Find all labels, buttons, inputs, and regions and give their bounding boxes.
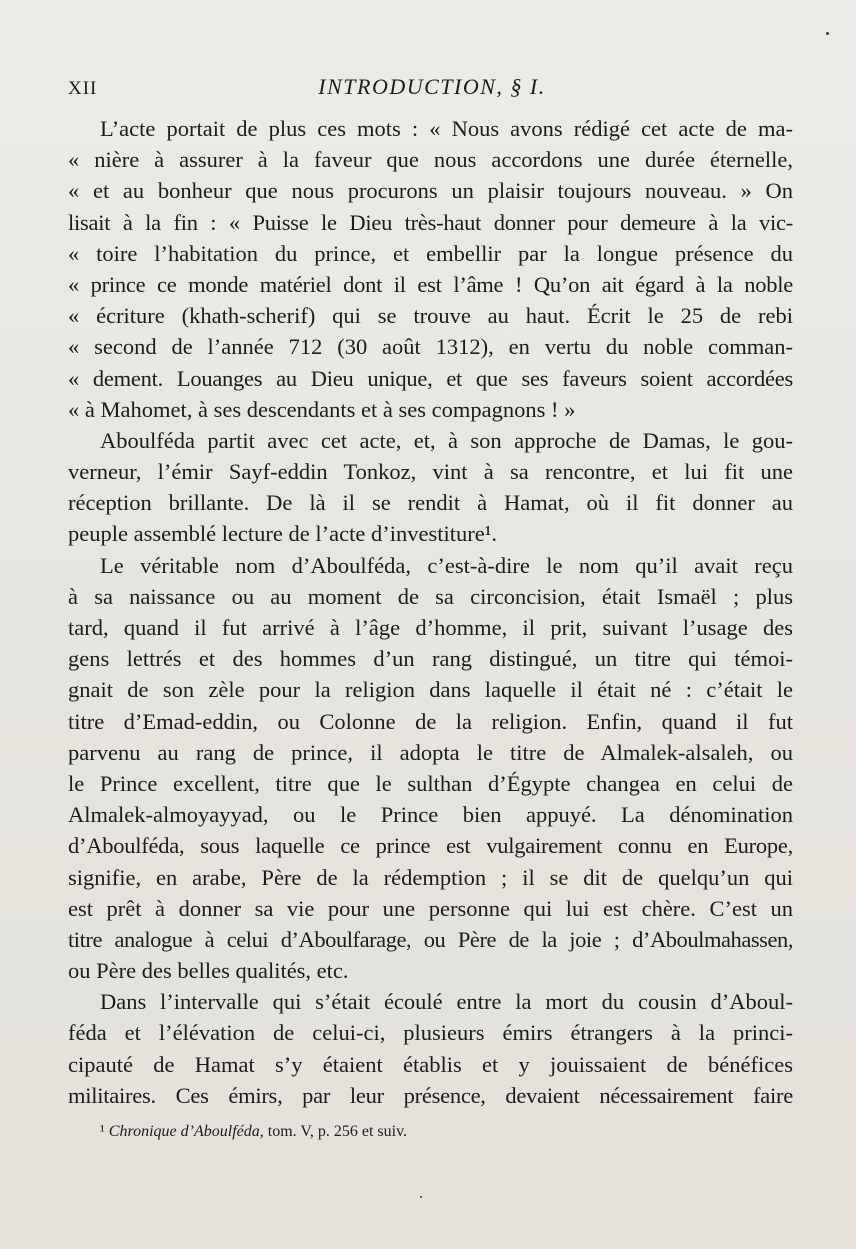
- text-line: « toire l’habitation du prince, et embellir par la longue présence du: [68, 240, 793, 266]
- text-line: titre analogue à celui d’Aboulfarage, ou Père de la joie ; d’Aboulmahassen,: [68, 926, 793, 952]
- paper-speck: [826, 32, 829, 35]
- text-line: Dans l’intervalle qui s’était écoulé entre la mort du cousin d’Aboul-: [100, 989, 793, 1015]
- text-line: peuple assemblé lecture de l’acte d’investiture¹.: [68, 521, 498, 547]
- text-line: réception brillante. De là il se rendit à Hamat, où il fit donner au: [68, 490, 793, 516]
- text-line: féda et l’élévation de celui-ci, plusieurs émirs étrangers à la princi-: [68, 1020, 793, 1046]
- text-line: « second de l’année 712 (30 août 1312), en vertu du noble comman-: [68, 334, 793, 360]
- text-line: Le véritable nom d’Aboulféda, c’est-à-dire le nom qu’il avait reçu: [100, 552, 793, 578]
- text-line: d’Aboulféda, sous laquelle ce prince est vulgairement connu en Europe,: [68, 833, 793, 859]
- text-line: « nière à assurer à la faveur que nous accordons une durée éternelle,: [68, 147, 793, 173]
- text-line: le Prince excellent, titre que le sulthan d’Égypte changea en celui de: [68, 770, 793, 796]
- text-line: « écriture (khath-scherif) qui se trouve au haut. Écrit le 25 de rebi: [68, 303, 793, 329]
- footnote-mark: ¹: [100, 1123, 105, 1140]
- text-line: Aboulféda partit avec cet acte, et, à son approche de Damas, le gou-: [100, 427, 793, 453]
- footnote-reference: , tom. V, p. 256 et suiv.: [259, 1123, 408, 1140]
- text-line: « dement. Louanges au Dieu unique, et que ses faveurs soient accordées: [68, 365, 793, 391]
- page-header: [68, 74, 796, 104]
- text-line: ou Père des belles qualités, etc.: [68, 958, 349, 984]
- text-line: signifie, en arabe, Père de la rédemption ; il se dit de quelqu’un qui: [68, 864, 793, 890]
- text-line: gens lettrés et des hommes d’un rang distingué, un titre qui témoi-: [68, 646, 793, 672]
- text-line: tard, quand il fut arrivé à l’âge d’homme, il prit, suivant l’usage des: [68, 615, 793, 640]
- text-line: titre d’Emad-eddin, ou Colonne de la religion. Enfin, quand il fut: [68, 708, 793, 734]
- text-line: « à Mahomet, à ses descendants et à ses compagnons ! »: [68, 396, 576, 422]
- text-line: Almalek-almoyayyad, ou le Prince bien appuyé. La dénomination: [68, 802, 793, 828]
- text-line: « et au bonheur que nous procurons un plaisir toujours nouveau. » On: [68, 178, 793, 204]
- paper-speck: [420, 1196, 422, 1198]
- text-line: « prince ce monde matériel dont il est l’âme ! Qu’on ait égard à la noble: [68, 271, 793, 297]
- footnote-title: Chronique d’Aboulféda: [108, 1123, 260, 1140]
- text-line: est prêt à donner sa vie pour une personne qui lui est chère. C’est un: [68, 895, 793, 921]
- text-line: cipauté de Hamat s’y étaient établis et y jouissaient de bénéfices: [68, 1051, 793, 1077]
- page-number: XII: [68, 78, 98, 99]
- footnote: [100, 1123, 407, 1141]
- body-text: [68, 113, 793, 1111]
- running-title: INTRODUCTION, § I.: [318, 74, 546, 99]
- text-line: gnait de son zèle pour la religion dans laquelle il était né : c’était le: [68, 677, 793, 703]
- text-line: L’acte portait de plus ces mots : « Nous avons rédigé cet acte de ma-: [100, 116, 793, 141]
- text-line: lisait à la fin : « Puisse le Dieu très-haut donner pour demeure à la vic-: [68, 209, 793, 235]
- text-line: à sa naissance ou au moment de sa circoncision, était Ismaël ; plus: [68, 583, 793, 609]
- text-line: verneur, l’émir Sayf-eddin Tonkoz, vint à sa rencontre, et lui fit une: [68, 459, 793, 485]
- text-line: militaires. Ces émirs, par leur présence, devaient nécessairement faire: [68, 1082, 793, 1108]
- text-line: parvenu au rang de prince, il adopta le titre de Almalek-alsaleh, ou: [68, 739, 793, 765]
